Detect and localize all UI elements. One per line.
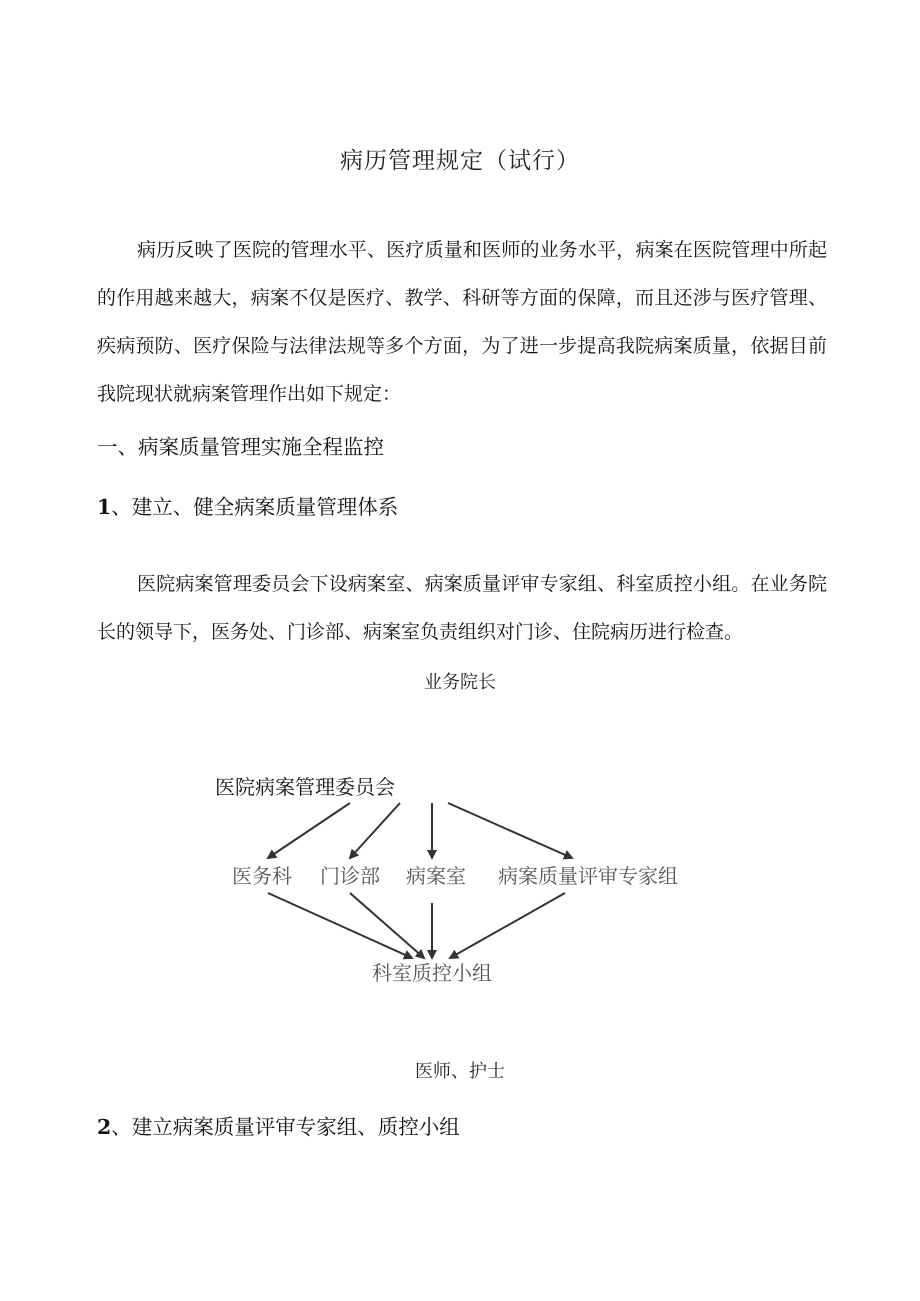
org-arrow (350, 803, 400, 858)
org-node-qc-group: 科室质控小组 (372, 961, 492, 985)
heading-text: 、建立、健全病案质量管理体系 (111, 495, 399, 519)
section-heading-1: 一、病案质量管理实施全程监控 (97, 435, 384, 459)
page-title: 病历管理规定（试行） (340, 148, 580, 174)
org-node-outpatient: 门诊部 (320, 864, 380, 888)
org-node-records-room: 病案室 (406, 864, 466, 888)
org-arrow (268, 893, 412, 958)
heading-text: 、建立病案质量评审专家组、质控小组 (111, 1115, 460, 1139)
heading-number: 2 (97, 1115, 112, 1139)
organization-paragraph: 医院病案管理委员会下设病案室、病案质量评审专家组、科室质控小组。在业务院长的领导下，医务处、门诊部、病案室负责组织对门诊、住院病历进行检查。 (97, 573, 827, 643)
heading-number: 1 (97, 495, 112, 519)
caption-doctors-nurses: 医师、护士 (415, 1061, 505, 1082)
org-arrow (268, 803, 350, 858)
org-node-medical-affairs: 医务科 (232, 864, 292, 888)
org-node-committee: 医院病案管理委员会 (215, 775, 395, 799)
org-arrow (450, 893, 565, 958)
org-arrow (448, 803, 572, 858)
org-node-expert-group: 病案质量评审专家组 (498, 864, 678, 888)
caption-business-president: 业务院长 (424, 672, 496, 693)
section-heading-1-2 (97, 1110, 460, 1140)
intro-paragraph: 病历反映了医院的管理水平、医疗质量和医师的业务水平，病案在医院管理中所起的作用越来越大，病案不仅是医疗、教学、科研等方面的保障，而且还涉与医疗管理、疾病预防、医疗保险与法律法规等多个方面，为了进一步提高我院病案质量，依据目前我院现状就病案管理作出如下规定： (97, 239, 827, 405)
org-arrow (350, 893, 424, 958)
